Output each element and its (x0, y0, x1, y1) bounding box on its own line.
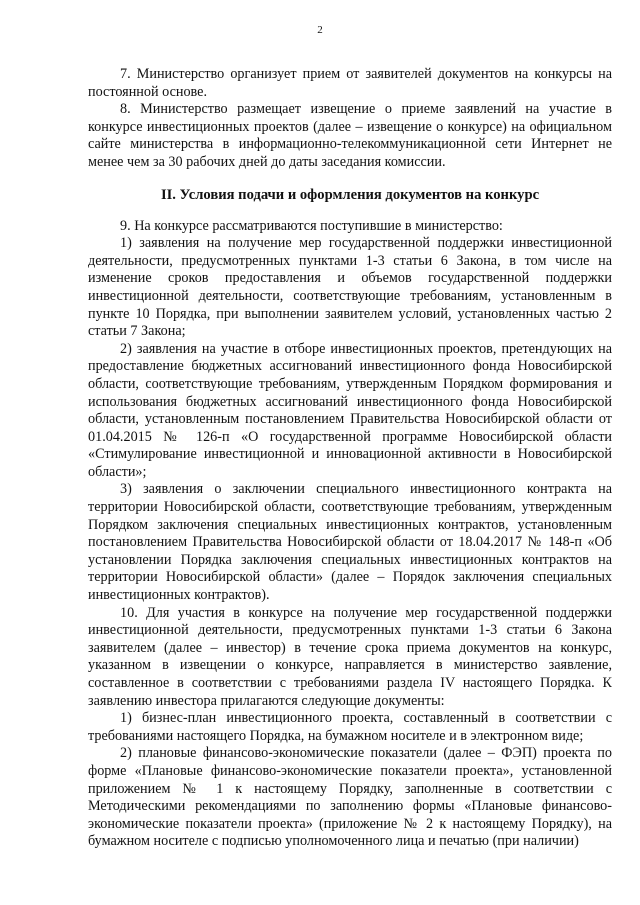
paragraph-10-item-2: 2) плановые финансово-экономические показатели (далее – ФЭП) проекта по форме «Плановые финансово-экономические показатели проекта», установленной приложением № 1 к настоящему Порядку, заполненные в соответствии с Методическими рекомендациями по заполнению формы «Плановые финансово-экономические показатели проекта» (приложение № 2 к настоящему Порядку), на бумажном носителе с подписью уполномоченного лица и печатью (при наличии) (88, 745, 612, 850)
paragraph-8: 8. Министерство размещает извещение о приеме заявлений на участие в конкурсе инвестиционных проектов (далее – извещение о конкурсе) на официальном сайте министерства в информационно-телекоммуникационной сети Интернет не менее чем за 30 рабочих дней до даты заседания комиссии. (88, 101, 612, 170)
page-number: 2 (317, 24, 323, 36)
paragraph-10: 10. Для участия в конкурсе на получение мер государственной поддержки инвестиционной деятельности, предусмотренных пунктами 1-3 статьи 6 Закона заявителем (далее – инвестор) в течение срока приема документов на конкурс, указанном в извещении о конкурсе, направляется в министерство заявление, составленное в соответствии с требованиями раздела IV настоящего Порядка. К заявлению инвестора прилагаются следующие документы: (88, 604, 612, 709)
paragraph-7: 7. Министерство организует прием от заявителей документов на конкурсы на постоянной основе. (88, 66, 612, 100)
paragraph-9-item-2: 2) заявления на участие в отборе инвестиционных проектов, претендующих на предоставление бюджетных ассигнований инвестиционного фонда Новосибирской области, соответствующие требованиям, утвержденным Порядком формирования и использования бюджетных ассигнований инвестиционного фонда Новосибирской области, установленным постановлением Правительства Новосибирской области от 01.04.2015 № 126-п «О государственной программе Новосибирской области «Стимулирование инвестиционной и инновационной активности в Новосибирской области»; (88, 340, 612, 480)
paragraph-10-item-1: 1) бизнес-план инвестиционного проекта, составленный в соответствии с требованиями настоящего Порядка, на бумажном носителе и в электронном виде; (88, 710, 612, 744)
paragraph-9-item-3: 3) заявления о заключении специального инвестиционного контракта на территории Новосибирской области, соответствующие требованиям, утвержденным Порядком заключения специальных инвестиционных контрактов, установленным постановлением Правительства Новосибирской области от 18.04.2017 № 148-п «Об установлении Порядка заключения специальных инвестиционных контрактов на территории Новосибирской области» (далее – Порядок заключения специальных инвестиционных контрактов). (88, 481, 612, 604)
paragraph-9-item-1: 1) заявления на получение мер государственной поддержки инвестиционной деятельности, предусмотренных пунктами 1-3 статьи 6 Закона, в том числе на изменение сроков предоставления и объемов государственной поддержки инвестиционной деятельности, соответствующие требованиям, установленным в пункте 10 Порядка, при выполнении заявителем условий, установленных частью 2 статьи 7 Закона; (88, 235, 612, 340)
document-body (88, 66, 612, 851)
section-heading: II. Условия подачи и оформления документов на конкурс (160, 186, 540, 203)
paragraph-9: 9. На конкурсе рассматриваются поступившие в министерство: (120, 217, 503, 234)
